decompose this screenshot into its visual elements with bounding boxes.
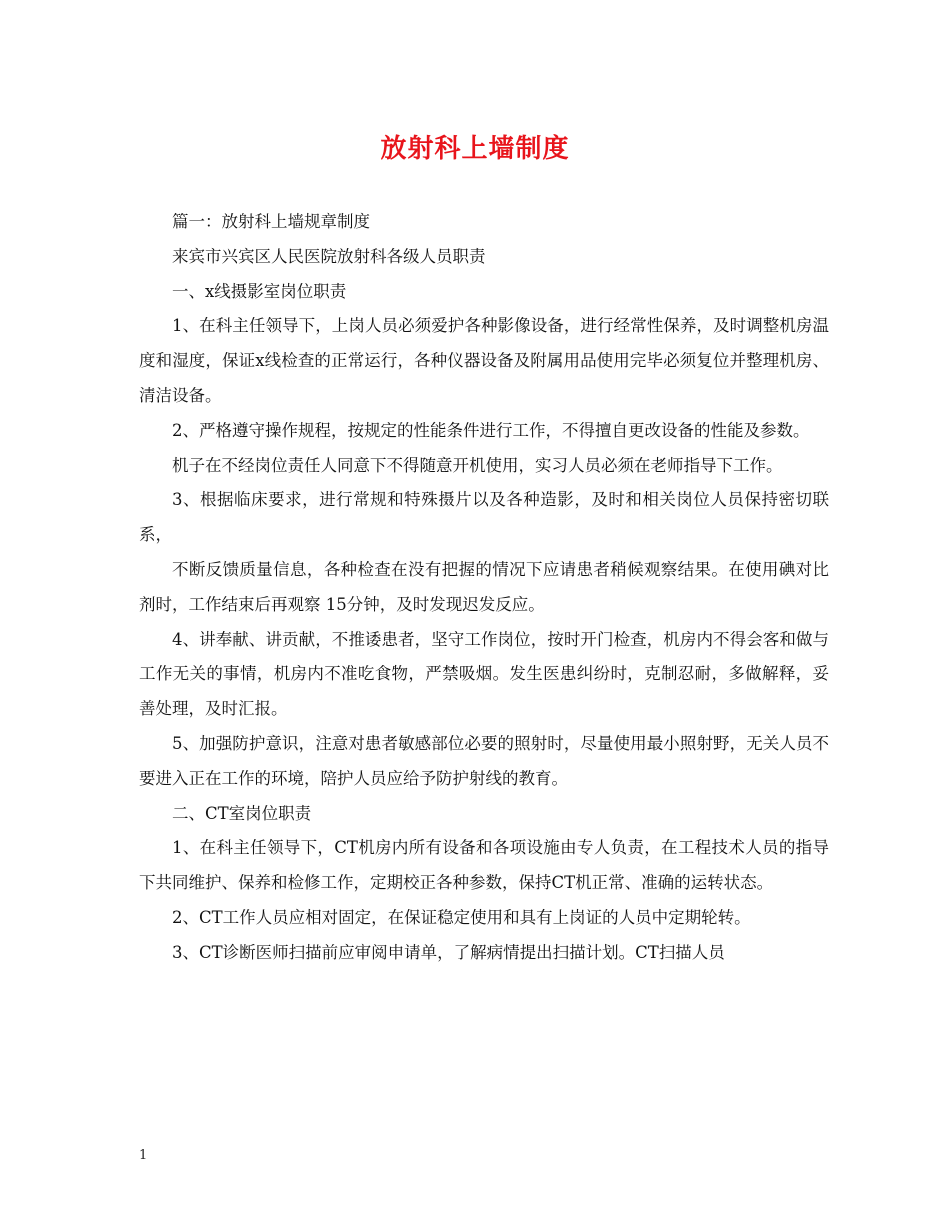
paragraph-xray-5: 5、加强防护意识，注意对患者敏感部位必要的照射时，尽量使用最小照射野，无关人员不要进入正在工作的环境，陪护人员应给予防护射线的教育。 — [139, 733, 829, 788]
paragraph-section-heading: 篇一：放射科上墙规章制度 — [172, 212, 370, 231]
paragraph-ct-3: 3、CT诊断医师扫描前应审阅申请单，了解病情提出扫描计划。CT扫描人员 — [172, 942, 725, 962]
paragraph-xray-4: 4、讲奉献、讲贡献，不推诿患者，坚守工作岗位，按时开门检查，机房内不得会客和做与工作无关的事情，机房内不准吃食物，严禁吸烟。发生医患纠纷时，克制忍耐，多做解释，妥善处理，及时汇报。 — [139, 629, 829, 719]
paragraph-xray-2b: 机子在不经岗位责任人同意下不得随意开机使用，实习人员必须在老师指导下工作。 — [172, 455, 783, 475]
paragraph-ct-2: 2、CT工作人员应相对固定，在保证稳定使用和具有上岗证的人员中定期轮转。 — [172, 907, 751, 927]
paragraph-ct-1: 1、在科主任领导下，CT机房内所有设备和各项设施由专人负责，在工程技术人员的指导下共同维护、保养和检修工作，定期校正各种参数，保持CT机正常、准确的运转状态。 — [139, 838, 829, 893]
paragraph-subtitle: 来宾市兴宾区人民医院放射科各级人员职责 — [172, 246, 486, 266]
paragraph-xray-3: 3、根据临床要求，进行常规和特殊摄片以及各种造影，及时和相关岗位人员保持密切联系， — [139, 490, 829, 545]
paragraph-xray-heading: 一、x线摄影室岗位职责 — [172, 281, 347, 301]
paragraph-ct-heading: 二、CT室岗位职责 — [172, 803, 312, 823]
paragraph-xray-3b: 不断反馈质量信息，各种检查在没有把握的情况下应请患者稍候观察结果。在使用碘对比剂时，工作结束后再观察 15分钟，及时发现迟发反应。 — [139, 559, 829, 614]
paragraph-xray-1: 1、在科主任领导下，上岗人员必须爱护各种影像设备，进行经常性保养，及时调整机房温度和湿度，保证x线检查的正常运行，各种仪器设备及附属用品使用完毕必须复位并整理机房、清洁设备。 — [139, 316, 829, 405]
page-number: 1 — [139, 1148, 148, 1163]
document-body — [139, 205, 829, 971]
document-title: 放射科上墙制度 — [380, 134, 570, 164]
paragraph-xray-2: 2、严格遵守操作规程，按规定的性能条件进行工作，不得擅自更改设备的性能及参数。 — [172, 420, 810, 440]
